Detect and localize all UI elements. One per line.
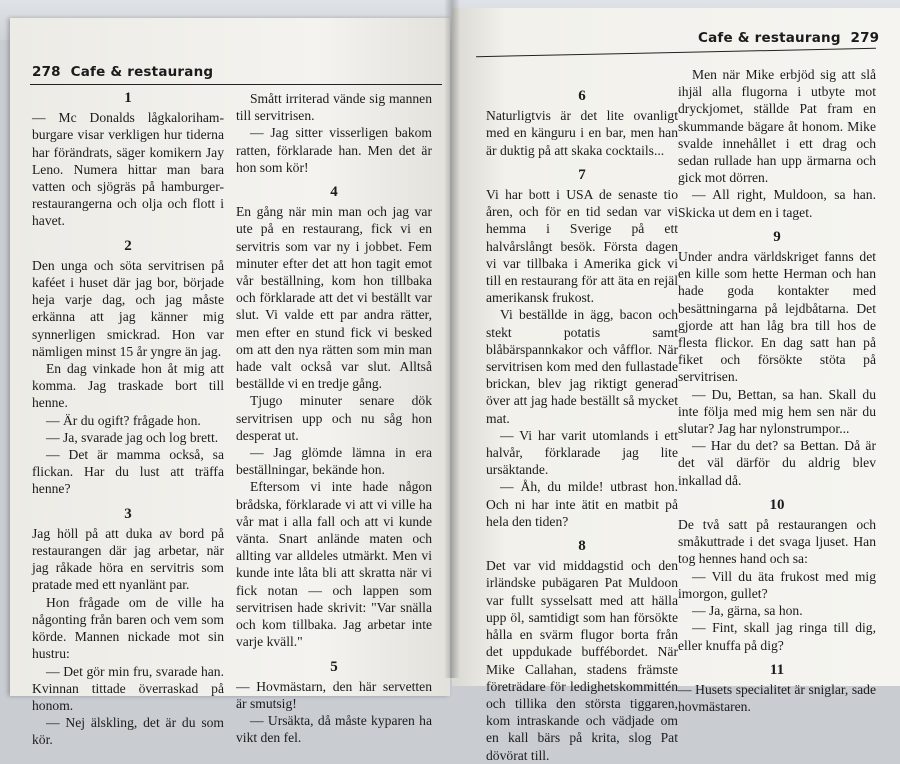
paragraph: — Nej älskling, det är du som kör. [32,715,224,748]
paragraph: En gång när min man och jag var ute på en restaurang, fick vi en servitris som var ny i jobbet. Fem minuter efter det att hon tagit emot vår beställning, kom hon tillbaka och förklarade att det vi beställt var slut. Vi valde ett par andra rätter, men efter en stund fick vi besked om att den nya rätten som min man hade valt också var slut. Alltså beställde vi en tredje gång. [236,204,432,392]
left-column-2 [236,90,432,747]
paragraph: Smått irriterad vände sig mannen till servitrisen. [236,91,432,124]
left-header-rule [30,84,442,85]
paragraph: Tjugo minuter senare dök servitrisen upp och nu såg hon desperat ut. [236,393,432,443]
paragraph: — Det gör min fru, svarade han. Kvinnan tittade överraskad på honom. [32,663,224,713]
left-column-1 [32,90,224,749]
paragraph: Det var vid middagstid och den irländske pubägaren Pat Muldoon var fullt sysselsatt med att hälla upp öl, samtidigt som han försökte hålla en svärm flugor borta från det uppdukade buffébordet. När Mike Callahan, stadens främste företrädare för ledighetskommittén och tillika den största tiggaren, kom intraskande och vädjade om en kall bärs på krita, slog Pat dövörat till. [486,558,678,763]
paragraph: — Ja, svarade jag och log brett. [46,429,219,445]
left-page [10,18,450,748]
section-number: 10 [769,496,785,513]
paragraph: De två satt på restaurangen och småkuttrade i det svaga ljuset. Han tog hennes hand och sa: [678,517,876,567]
paragraph: En dag vinkade hon åt mig att komma. Jag traskade bort till henne. [32,361,224,411]
right-column-2 [678,66,876,715]
paragraph: — Jag glömde lämna in era beställningar, bekände hon. [236,445,432,478]
section-number: 5 [330,658,338,675]
paragraph: Hon frågade om de ville ha någonting från baren och vem som körde. Mannen nickade mot sin hustru: [32,594,224,662]
left-page-header [32,64,213,80]
paragraph: — Åh, du milde! utbrast hon. Och ni har inte ätit en matbit på hela den tiden? [486,479,678,529]
section-number: 4 [330,184,338,201]
section-number: 9 [773,228,781,245]
paragraph: — Ja, gärna, sa hon. [692,603,803,619]
book-gutter [444,0,460,678]
paragraph: Under andra världskriget fanns det en kille som hette Herman och han hade goda kontakter med besättningarna på lejdbåtarna. Det gjorde att han låg bra till hos de flesta flickor. En dag satt han på fiket och försökte stöta på servitrisen. [678,249,876,385]
section-number: 1 [124,90,132,106]
paragraph: Naturligtvis är det lite ovanligt med en känguru i en bar, men han är duktig på att skaka cocktails... [486,108,678,158]
paragraph: — Vi har varit utomlands i ett halvår, förklarade jag lite ursäktande. [486,427,678,478]
paragraph: — Vill du äta frukost med mig imorgon, gullet? [678,568,876,601]
paragraph: Den unga och söta servitrisen på kaféet i huset där jag bor, började heja varje dag, och jag måste erkänna att jag känner mig synnerligen smickrad. Hon var nämligen minst 15 år yngre än jag. [32,257,224,359]
paragraph: Eftersom vi inte hade någon brådska, förklarade vi att vi ville ha vår mat i alla fall och att vi kunde vänta. Snart anlände maten och allting var alldeles utmärkt. Men vi kunde inte låta bli att skratta när vi fick notan — och lappen som servitrisen hade skrivit: "Var snälla och kom tillbaka. Jag arbetar inte varje kväll." [236,479,432,650]
paragraph: — Jag sitter visserligen bakom ratten, förklarade han. Men det är hon som kör! [236,125,432,175]
paragraph: — Mc Donalds lågkaloriham-burgare visar verkligen hur tiderna har förändrats, säger komikern Jay Leno. Numera hittar man bara vatten och sjögräs på hamburger-restaurangerna och olja och flott i havet. [32,110,224,229]
paragraph: — All right, Muldoon, sa han. Skicka ut dem en i taget. [678,187,876,220]
paragraph: Vi har bott i USA de senaste tio åren, och för en tid sedan var vi hemma i Sverige på ett halvårslångt besök. Första dagen vi var tillbaka i Amerika gick vi till en restaurang för att äta en rejäl amerikansk frukost. [486,187,678,306]
right-page-number: 279 [850,30,880,46]
right-page [452,8,900,763]
section-number: 3 [124,505,132,522]
section-number: 2 [124,237,132,254]
paragraph: Vi beställde in ägg, bacon och stekt potatis samt blåbärspannkakor och våfflor. När servitrisen kom med den fullastade brickan, blev jag riktigt generad över att jag hade beställt så mycket mat. [486,307,678,426]
right-page-header [698,30,879,46]
right-running-title: Cafe & restaurang [698,30,841,46]
paragraph: — Har du det? sa Bettan. Då är det väl därför du aldrig blev inkallad då. [678,438,876,488]
paragraph: — Hovmästarn, den här servetten är smutsig! [236,678,432,711]
section-number: 11 [769,661,785,678]
right-header-rule [476,48,876,57]
paragraph: — Ursäkta, då måste kyparen ha vikt den fel. [236,713,432,746]
paragraph: — Det är mamma också, sa flickan. Har du lust att träffa henne? [32,447,224,497]
section-number: 7 [578,166,586,183]
paragraph: — Husets specialitet är sniglar, sade hovmästaren. [678,681,876,715]
left-running-title: Cafe & restaurang [70,64,214,80]
paragraph: — Fint, skall jag ringa till dig, eller knuffa på dig? [678,620,876,653]
section-number: 6 [578,88,586,104]
paragraph: — Är du ogift? frågade hon. [46,412,201,428]
section-number: 8 [578,538,586,555]
paragraph: Jag höll på att duka av bord på restaurangen där jag arbetar, när jag råkade höra en servitris som pratade med ett nyanlänt par. [32,525,224,593]
left-page-number: 278 [32,64,61,80]
paragraph: — Du, Bettan, sa han. Skall du inte följa med mig hem sen när du slutar? Jag har nylonstrumpor... [678,386,876,437]
right-column-1 [486,88,678,764]
paragraph: Men när Mike erbjöd sig att slå ihjäl alla flugorna i utbyte mot dryckjomet, ställde Pat fram en skummande bägare åt honom. Mike svalde innehållet i ett drag och sedan rullade han upp ärmarna och gick mot dörren. [678,67,876,186]
